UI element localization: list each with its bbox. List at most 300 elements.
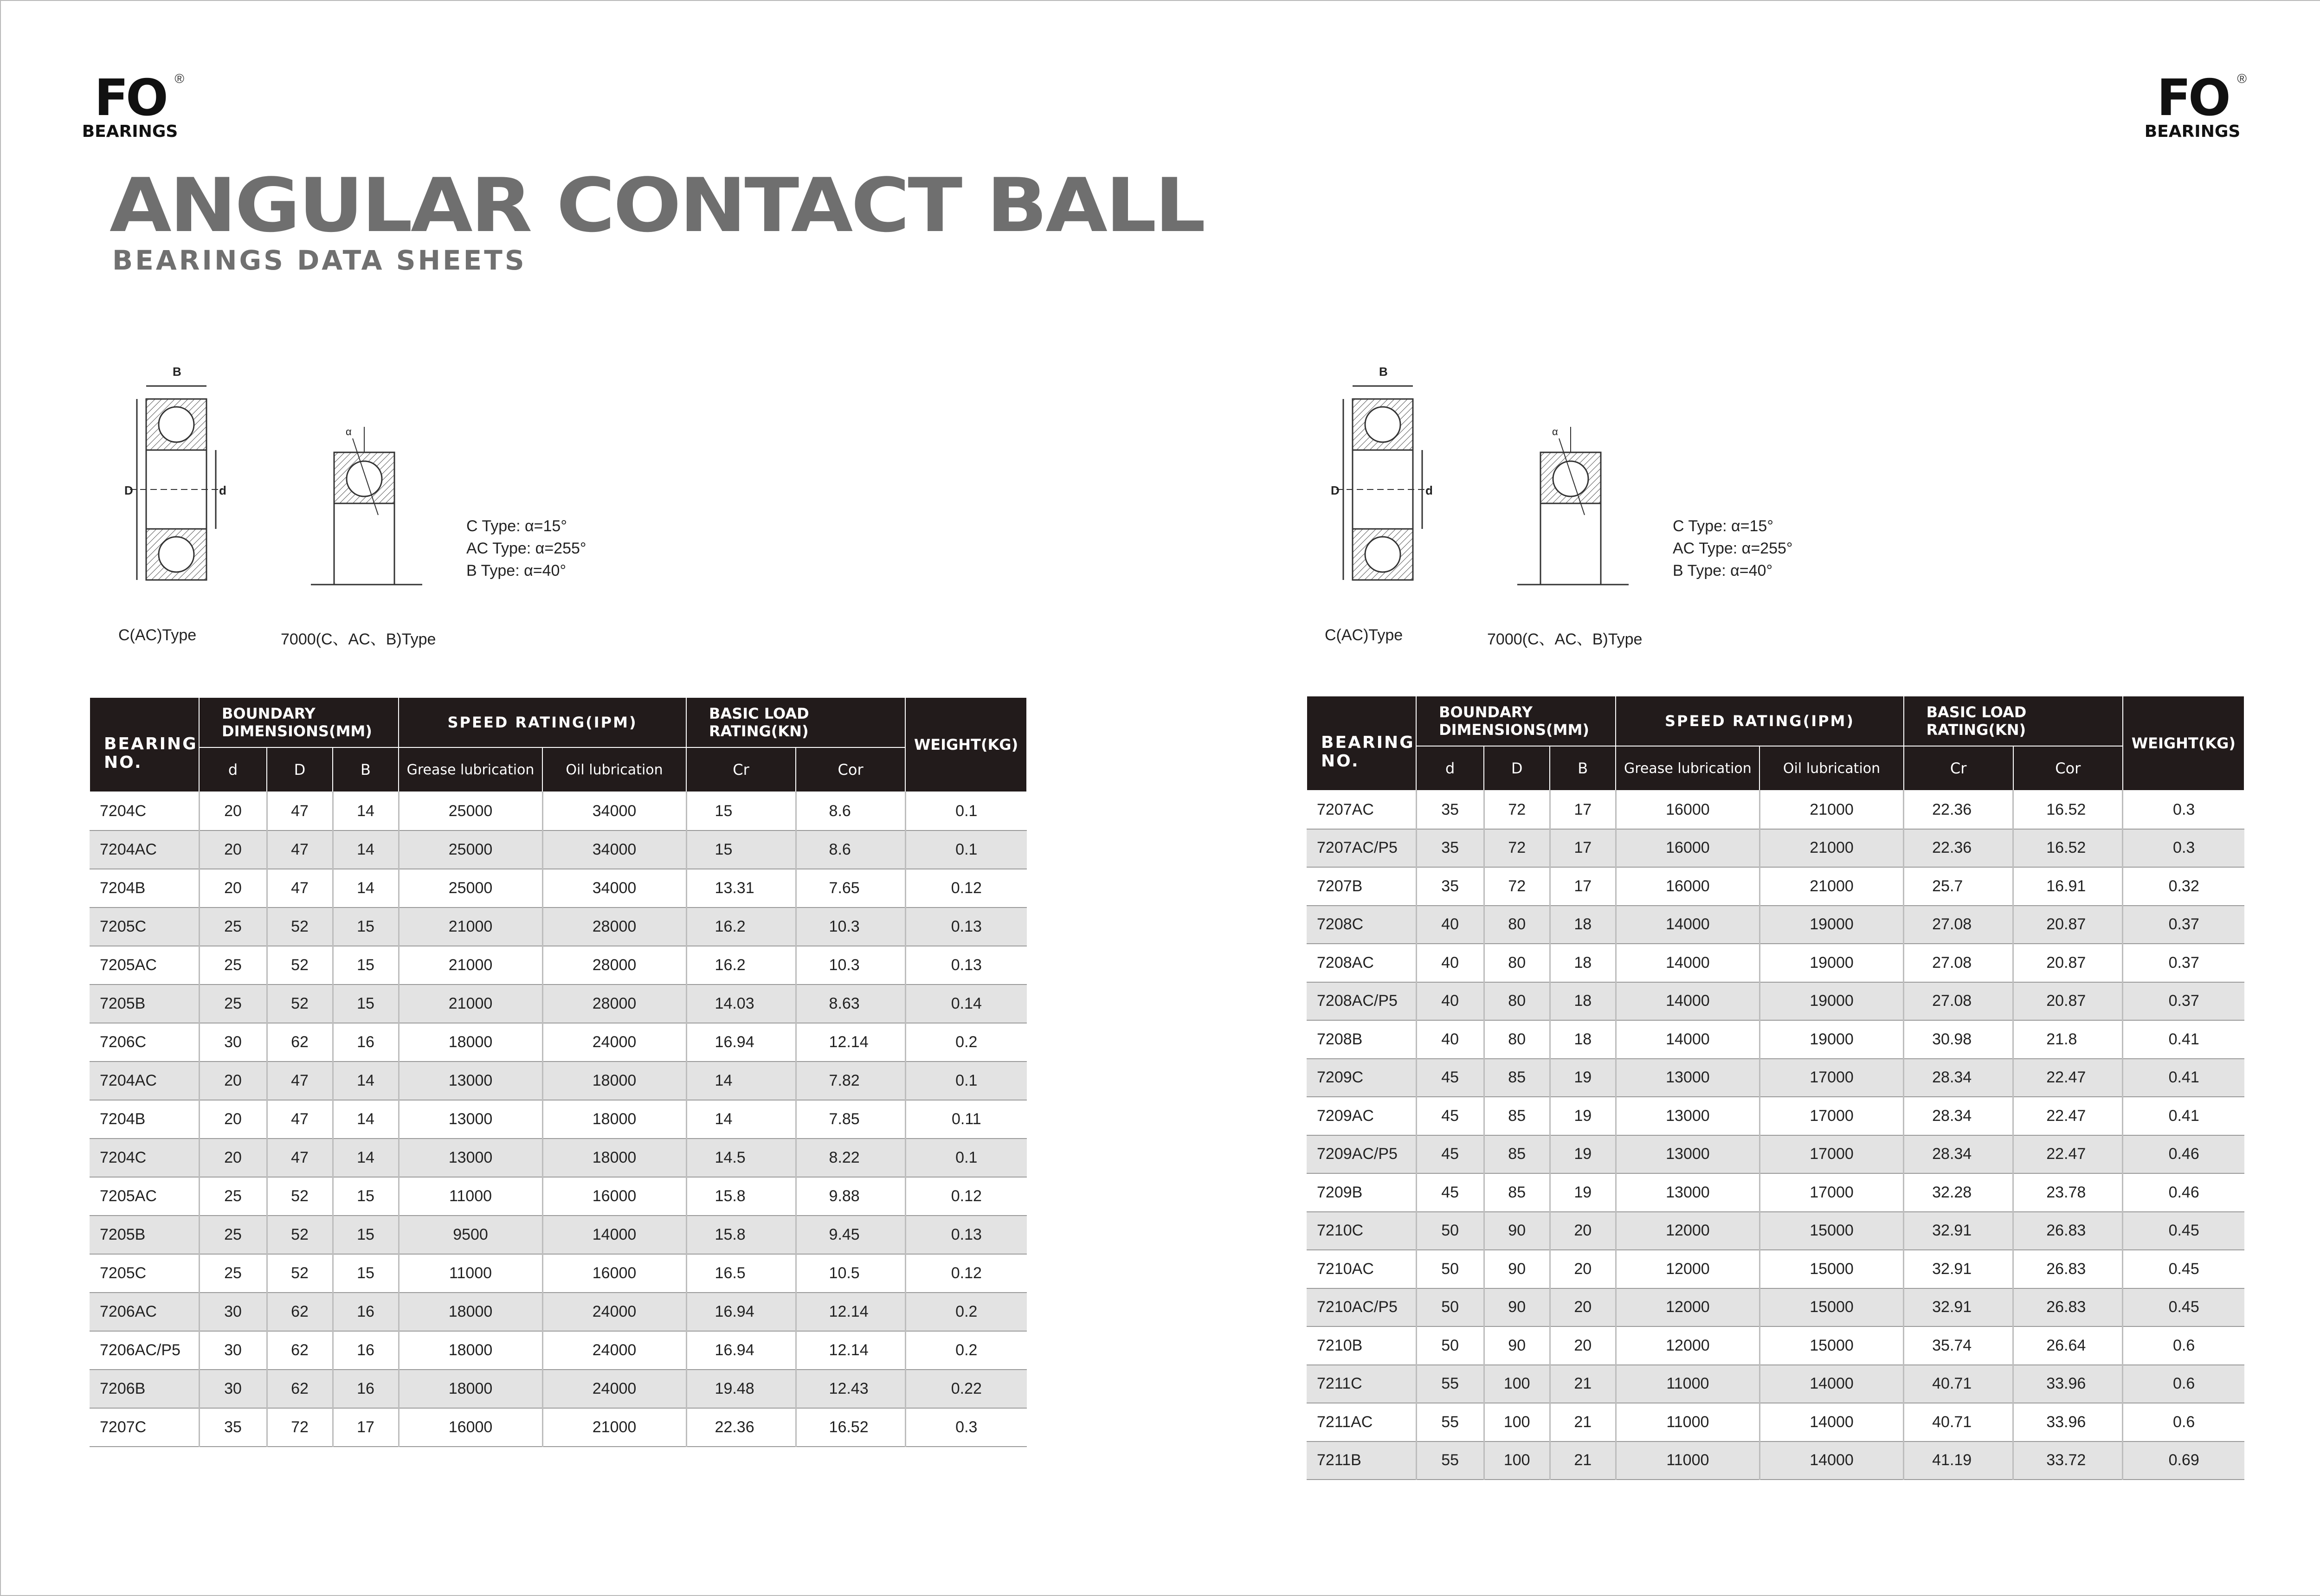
cell-B: 16 [333, 1023, 399, 1062]
cell-weight: 0.6 [2123, 1326, 2244, 1365]
cell-bearing-no: 7211AC [1307, 1403, 1416, 1442]
cell-oil-speed: 17000 [1759, 1135, 1903, 1174]
cell-weight: 0.46 [2123, 1173, 2244, 1212]
cell-weight: 0.2 [905, 1331, 1027, 1370]
table-row [1307, 1097, 2244, 1135]
cell-grease-speed: 13000 [1616, 1059, 1759, 1097]
cell-bearing-no: 7205C [90, 1254, 199, 1293]
table-row [1307, 1173, 2244, 1212]
cell-bearing-no: 7209AC [1307, 1097, 1416, 1135]
cell-weight: 0.6 [2123, 1403, 2244, 1442]
header-boundary-dimensions: BOUNDARY DIMENSIONS(MM) [1416, 696, 1616, 746]
cell-weight: 0.14 [905, 985, 1027, 1023]
cell-cr: 27.08 [1904, 944, 2013, 982]
cell-grease-speed: 14000 [1616, 1020, 1759, 1059]
cell-oil-speed: 14000 [542, 1216, 686, 1254]
cell-oil-speed: 15000 [1759, 1288, 1903, 1327]
cell-oil-speed: 18000 [542, 1100, 686, 1139]
table-row [90, 946, 1027, 985]
cell-cor: 16.52 [2013, 829, 2123, 868]
cell-B: 21 [1550, 1442, 1616, 1480]
header-speed-rating: SPEED RATING(IPM) [399, 697, 686, 747]
cell-B: 15 [333, 985, 399, 1023]
cell-D: 47 [267, 869, 333, 907]
cell-bearing-no: 7209B [1307, 1173, 1416, 1212]
cell-grease-speed: 18000 [399, 1370, 542, 1408]
header-grease-lubrication: Grease lubrication [1616, 746, 1759, 791]
cell-grease-speed: 13000 [1616, 1097, 1759, 1135]
cell-cor: 12.14 [796, 1293, 905, 1331]
cell-bearing-no: 7205B [90, 985, 199, 1023]
cell-oil-speed: 15000 [1759, 1326, 1903, 1365]
cell-cor: 20.87 [2013, 944, 2123, 982]
ball-7000 [347, 461, 382, 496]
cell-D: 100 [1484, 1403, 1550, 1442]
cell-oil-speed: 28000 [542, 907, 686, 946]
ball-bottom [159, 537, 194, 572]
header-bearing-no: BEARING NO. [90, 697, 199, 792]
cell-bearing-no: 7206AC/P5 [90, 1331, 199, 1370]
cell-D: 52 [267, 1177, 333, 1216]
cell-cor: 26.83 [2013, 1250, 2123, 1288]
cell-D: 90 [1484, 1250, 1550, 1288]
cell-d: 30 [199, 1293, 267, 1331]
cell-weight: 0.37 [2123, 944, 2244, 982]
cell-bearing-no: 7205AC [90, 1177, 199, 1216]
cell-bearing-no: 7209AC/P5 [1307, 1135, 1416, 1174]
table-row [1307, 829, 2244, 868]
cell-cr: 14.03 [686, 985, 796, 1023]
cell-weight: 0.45 [2123, 1288, 2244, 1327]
cell-weight: 0.41 [2123, 1097, 2244, 1135]
cell-bearing-no: 7206AC [90, 1293, 199, 1331]
cell-oil-speed: 34000 [542, 869, 686, 907]
cell-grease-speed: 13000 [1616, 1135, 1759, 1174]
table-row [90, 1293, 1027, 1331]
cell-d: 50 [1416, 1288, 1484, 1327]
cell-d: 40 [1416, 982, 1484, 1021]
cell-grease-speed: 18000 [399, 1023, 542, 1062]
header-cor: Cor [2013, 746, 2123, 791]
cell-B: 18 [1550, 944, 1616, 982]
header-grease-lubrication: Grease lubrication [399, 747, 542, 792]
cell-d: 50 [1416, 1326, 1484, 1365]
logo-brand: BEARINGS [82, 122, 178, 141]
cell-cr: 16.94 [686, 1023, 796, 1062]
cell-grease-speed: 13000 [399, 1100, 542, 1139]
cell-d: 55 [1416, 1442, 1484, 1480]
cell-oil-speed: 19000 [1759, 1020, 1903, 1059]
cell-D: 90 [1484, 1288, 1550, 1327]
cell-d: 40 [1416, 1020, 1484, 1059]
cell-bearing-no: 7208AC [1307, 944, 1416, 982]
cell-cor: 26.83 [2013, 1212, 2123, 1250]
cell-grease-speed: 18000 [399, 1331, 542, 1370]
cell-cr: 28.34 [1904, 1097, 2013, 1135]
cell-cor: 33.72 [2013, 1442, 2123, 1480]
cell-D: 85 [1484, 1097, 1550, 1135]
cell-grease-speed: 11000 [1616, 1442, 1759, 1480]
cell-grease-speed: 18000 [399, 1293, 542, 1331]
cell-weight: 0.11 [905, 1100, 1027, 1139]
cell-d: 35 [1416, 867, 1484, 906]
cell-B: 14 [333, 830, 399, 869]
bearing-diagram-left [111, 357, 622, 663]
cell-d: 45 [1416, 1059, 1484, 1097]
cell-weight: 0.3 [2123, 829, 2244, 868]
cell-oil-speed: 14000 [1759, 1365, 1903, 1403]
header-speed-rating: SPEED RATING(IPM) [1616, 696, 1903, 746]
logo-mark: FO [94, 69, 166, 127]
header-bearing-no: BEARING NO. [1307, 696, 1416, 791]
bearing-diagram-right [1318, 357, 1828, 663]
cell-oil-speed: 34000 [542, 792, 686, 830]
cell-weight: 0.69 [2123, 1442, 2244, 1480]
table-row [1307, 1442, 2244, 1480]
cell-d: 40 [1416, 906, 1484, 944]
cell-cor: 8.6 [796, 830, 905, 869]
registered-mark: ® [2237, 71, 2247, 86]
cell-oil-speed: 28000 [542, 946, 686, 985]
bearing-table-right [1306, 695, 2245, 1480]
cell-d: 20 [199, 830, 267, 869]
table-row [1307, 906, 2244, 944]
cell-D: 85 [1484, 1059, 1550, 1097]
cell-cr: 32.28 [1904, 1173, 2013, 1212]
cell-weight: 0.13 [905, 907, 1027, 946]
cell-cor: 12.14 [796, 1023, 905, 1062]
type-caption-7000: 7000(C、AC、B)Type [1487, 631, 1643, 648]
cell-cr: 40.71 [1904, 1403, 2013, 1442]
cell-bearing-no: 7204B [90, 1100, 199, 1139]
cell-cr: 40.71 [1904, 1365, 2013, 1403]
cell-cor: 22.47 [2013, 1135, 2123, 1174]
table-row [90, 1139, 1027, 1177]
cell-grease-speed: 16000 [1616, 791, 1759, 829]
table-row [90, 907, 1027, 946]
cell-grease-speed: 9500 [399, 1216, 542, 1254]
cell-cr: 15 [686, 792, 796, 830]
table-row [1307, 982, 2244, 1021]
cell-grease-speed: 21000 [399, 907, 542, 946]
cell-B: 19 [1550, 1173, 1616, 1212]
contact-angle-item: C Type: α=15° [1673, 517, 1773, 535]
cell-bearing-no: 7204AC [90, 830, 199, 869]
cell-cor: 12.14 [796, 1331, 905, 1370]
cell-bearing-no: 7206B [90, 1370, 199, 1408]
cell-cr: 27.08 [1904, 906, 2013, 944]
cell-oil-speed: 24000 [542, 1370, 686, 1408]
cell-cor: 16.91 [2013, 867, 2123, 906]
cell-d: 25 [199, 1216, 267, 1254]
cell-cor: 12.43 [796, 1370, 905, 1408]
page-title: ANGULAR CONTACT BALL [110, 162, 1204, 249]
cell-d: 35 [1416, 829, 1484, 868]
cell-grease-speed: 11000 [399, 1177, 542, 1216]
cell-B: 17 [1550, 791, 1616, 829]
cell-d: 35 [1416, 791, 1484, 829]
cell-B: 15 [333, 1254, 399, 1293]
cell-d: 25 [199, 1177, 267, 1216]
cell-d: 20 [199, 1100, 267, 1139]
logo-mark: FO [2157, 69, 2228, 127]
cell-weight: 0.37 [2123, 982, 2244, 1021]
table-row [1307, 1403, 2244, 1442]
cell-cr: 15.8 [686, 1216, 796, 1254]
cell-weight: 0.3 [905, 1408, 1027, 1447]
table-row [90, 830, 1027, 869]
cell-D: 62 [267, 1331, 333, 1370]
table-row [1307, 791, 2244, 829]
cell-cor: 33.96 [2013, 1365, 2123, 1403]
cell-D: 100 [1484, 1365, 1550, 1403]
cell-D: 47 [267, 1139, 333, 1177]
cell-B: 17 [333, 1408, 399, 1447]
cell-bearing-no: 7210AC [1307, 1250, 1416, 1288]
cell-weight: 0.1 [905, 830, 1027, 869]
cell-oil-speed: 16000 [542, 1177, 686, 1216]
cell-B: 20 [1550, 1326, 1616, 1365]
bearing-table-left [89, 697, 1027, 1447]
cell-cr: 25.7 [1904, 867, 2013, 906]
dim-B-label: B [1379, 365, 1388, 379]
cell-weight: 0.41 [2123, 1020, 2244, 1059]
cell-grease-speed: 25000 [399, 830, 542, 869]
cell-weight: 0.12 [905, 1254, 1027, 1293]
dim-d-label: d [1425, 483, 1433, 497]
cell-cor: 10.3 [796, 907, 905, 946]
header-basic-load-rating: BASIC LOAD RATING(KN) [1904, 696, 2123, 746]
table-row [90, 1177, 1027, 1216]
contact-angle-item: B Type: α=40° [466, 562, 567, 579]
cell-D: 52 [267, 946, 333, 985]
cell-bearing-no: 7209C [1307, 1059, 1416, 1097]
cell-B: 16 [333, 1331, 399, 1370]
cell-B: 15 [333, 907, 399, 946]
cell-d: 25 [199, 985, 267, 1023]
cell-grease-speed: 11000 [399, 1254, 542, 1293]
type-caption-cac: C(AC)Type [118, 626, 197, 644]
cell-d: 20 [199, 869, 267, 907]
bearing-cross-section-drawing [1318, 357, 1828, 663]
cell-B: 21 [1550, 1365, 1616, 1403]
cell-bearing-no: 7204C [90, 1139, 199, 1177]
cell-d: 55 [1416, 1365, 1484, 1403]
page-subtitle: BEARINGS DATA SHEETS [112, 245, 527, 276]
cell-cor: 26.83 [2013, 1288, 2123, 1327]
dim-B-label: B [173, 365, 181, 379]
cell-grease-speed: 16000 [1616, 829, 1759, 868]
header-B-width: B [1550, 746, 1616, 791]
cell-oil-speed: 28000 [542, 985, 686, 1023]
cell-cr: 41.19 [1904, 1442, 2013, 1480]
cell-D: 72 [1484, 791, 1550, 829]
cell-B: 15 [333, 1177, 399, 1216]
cell-bearing-no: 7204AC [90, 1062, 199, 1100]
contact-angle-item: C Type: α=15° [466, 517, 567, 535]
cell-cor: 26.64 [2013, 1326, 2123, 1365]
cell-cr: 32.91 [1904, 1288, 2013, 1327]
cell-weight: 0.12 [905, 869, 1027, 907]
cell-d: 30 [199, 1331, 267, 1370]
cell-cr: 14 [686, 1100, 796, 1139]
table-row [1307, 1288, 2244, 1327]
cell-oil-speed: 19000 [1759, 982, 1903, 1021]
cell-D: 85 [1484, 1135, 1550, 1174]
table-row [1307, 1020, 2244, 1059]
cell-cr: 22.36 [686, 1408, 796, 1447]
cell-cor: 20.87 [2013, 982, 2123, 1021]
table-row [90, 869, 1027, 907]
logo-brand: BEARINGS [2144, 122, 2241, 141]
cell-cor: 9.88 [796, 1177, 905, 1216]
cell-d: 30 [199, 1370, 267, 1408]
cell-cr: 19.48 [686, 1370, 796, 1408]
cell-cor: 8.22 [796, 1139, 905, 1177]
cell-bearing-no: 7207AC [1307, 791, 1416, 829]
cell-d: 50 [1416, 1212, 1484, 1250]
cell-weight: 0.2 [905, 1023, 1027, 1062]
registered-mark: ® [174, 71, 184, 86]
cell-cor: 10.3 [796, 946, 905, 985]
cell-grease-speed: 14000 [1616, 944, 1759, 982]
dim-d-label: d [219, 483, 226, 497]
table-row [90, 1254, 1027, 1293]
cell-D: 52 [267, 1254, 333, 1293]
contact-angle-item: AC Type: α=255° [1673, 540, 1793, 557]
cell-weight: 0.45 [2123, 1212, 2244, 1250]
cell-B: 17 [1550, 829, 1616, 868]
cell-weight: 0.45 [2123, 1250, 2244, 1288]
cell-oil-speed: 15000 [1759, 1212, 1903, 1250]
type-caption-7000: 7000(C、AC、B)Type [281, 631, 436, 648]
cell-bearing-no: 7211B [1307, 1442, 1416, 1480]
cell-weight: 0.41 [2123, 1059, 2244, 1097]
cell-grease-speed: 16000 [399, 1408, 542, 1447]
dim-D-label: D [1331, 483, 1340, 497]
cell-cr: 16.94 [686, 1293, 796, 1331]
table-row [90, 1062, 1027, 1100]
cell-cor: 9.45 [796, 1216, 905, 1254]
cell-cr: 32.91 [1904, 1250, 2013, 1288]
cell-oil-speed: 17000 [1759, 1097, 1903, 1135]
cell-cor: 22.47 [2013, 1097, 2123, 1135]
cell-B: 20 [1550, 1250, 1616, 1288]
header-cor: Cor [796, 747, 905, 792]
cell-cor: 20.87 [2013, 906, 2123, 944]
cell-grease-speed: 12000 [1616, 1212, 1759, 1250]
cell-cor: 8.63 [796, 985, 905, 1023]
cell-cr: 22.36 [1904, 791, 2013, 829]
cell-D: 72 [267, 1408, 333, 1447]
cell-D: 52 [267, 1216, 333, 1254]
cell-oil-speed: 17000 [1759, 1173, 1903, 1212]
cell-D: 85 [1484, 1173, 1550, 1212]
cell-cor: 8.6 [796, 792, 905, 830]
cell-bearing-no: 7205AC [90, 946, 199, 985]
header-weight: WEIGHT(KG) [905, 697, 1027, 792]
cell-weight: 0.3 [2123, 791, 2244, 829]
cell-d: 45 [1416, 1135, 1484, 1174]
cell-D: 52 [267, 985, 333, 1023]
cell-grease-speed: 14000 [1616, 906, 1759, 944]
cell-cr: 22.36 [1904, 829, 2013, 868]
cell-cr: 27.08 [1904, 982, 2013, 1021]
cell-grease-speed: 13000 [399, 1139, 542, 1177]
cell-grease-speed: 25000 [399, 792, 542, 830]
cell-B: 14 [333, 1062, 399, 1100]
cell-grease-speed: 13000 [1616, 1173, 1759, 1212]
cell-weight: 0.1 [905, 1062, 1027, 1100]
cell-B: 21 [1550, 1403, 1616, 1442]
ball-top [1365, 407, 1400, 442]
header-weight: WEIGHT(KG) [2123, 696, 2244, 791]
header-boundary-dimensions: BOUNDARY DIMENSIONS(MM) [199, 697, 399, 747]
table-row [1307, 1250, 2244, 1288]
cell-bearing-no: 7207AC/P5 [1307, 829, 1416, 868]
cell-oil-speed: 21000 [1759, 867, 1903, 906]
cell-grease-speed: 16000 [1616, 867, 1759, 906]
cell-cr: 28.34 [1904, 1059, 2013, 1097]
cell-D: 90 [1484, 1326, 1550, 1365]
cell-grease-speed: 21000 [399, 946, 542, 985]
cell-cr: 16.2 [686, 946, 796, 985]
cell-D: 52 [267, 907, 333, 946]
cell-oil-speed: 34000 [542, 830, 686, 869]
table-row [1307, 867, 2244, 906]
cell-d: 25 [199, 1254, 267, 1293]
cell-D: 80 [1484, 944, 1550, 982]
cell-B: 20 [1550, 1212, 1616, 1250]
cell-cr: 35.74 [1904, 1326, 2013, 1365]
cell-cr: 14 [686, 1062, 796, 1100]
table-row [1307, 944, 2244, 982]
table-row [1307, 1326, 2244, 1365]
cell-bearing-no: 7205B [90, 1216, 199, 1254]
cell-cr: 14.5 [686, 1139, 796, 1177]
cell-B: 20 [1550, 1288, 1616, 1327]
cell-oil-speed: 18000 [542, 1062, 686, 1100]
cell-grease-speed: 13000 [399, 1062, 542, 1100]
cell-d: 45 [1416, 1097, 1484, 1135]
cell-oil-speed: 14000 [1759, 1442, 1903, 1480]
cell-D: 62 [267, 1293, 333, 1331]
cell-bearing-no: 7210B [1307, 1326, 1416, 1365]
table-row [90, 792, 1027, 830]
cell-B: 18 [1550, 982, 1616, 1021]
table-row [90, 985, 1027, 1023]
header-oil-lubrication: Oil lubrication [1759, 746, 1903, 791]
cell-weight: 0.2 [905, 1293, 1027, 1331]
table-row [1307, 1135, 2244, 1174]
cell-weight: 0.1 [905, 792, 1027, 830]
table-row [90, 1023, 1027, 1062]
header-cr: Cr [1904, 746, 2013, 791]
table-row [1307, 1059, 2244, 1097]
cell-grease-speed: 12000 [1616, 1250, 1759, 1288]
cell-B: 19 [1550, 1135, 1616, 1174]
cell-bearing-no: 7211C [1307, 1365, 1416, 1403]
cell-D: 80 [1484, 1020, 1550, 1059]
cell-oil-speed: 21000 [1759, 829, 1903, 868]
header-oil-lubrication: Oil lubrication [542, 747, 686, 792]
cell-cor: 22.47 [2013, 1059, 2123, 1097]
cell-cor: 21.8 [2013, 1020, 2123, 1059]
cell-D: 100 [1484, 1442, 1550, 1480]
cell-d: 45 [1416, 1173, 1484, 1212]
cell-cor: 7.65 [796, 869, 905, 907]
cell-B: 14 [333, 792, 399, 830]
